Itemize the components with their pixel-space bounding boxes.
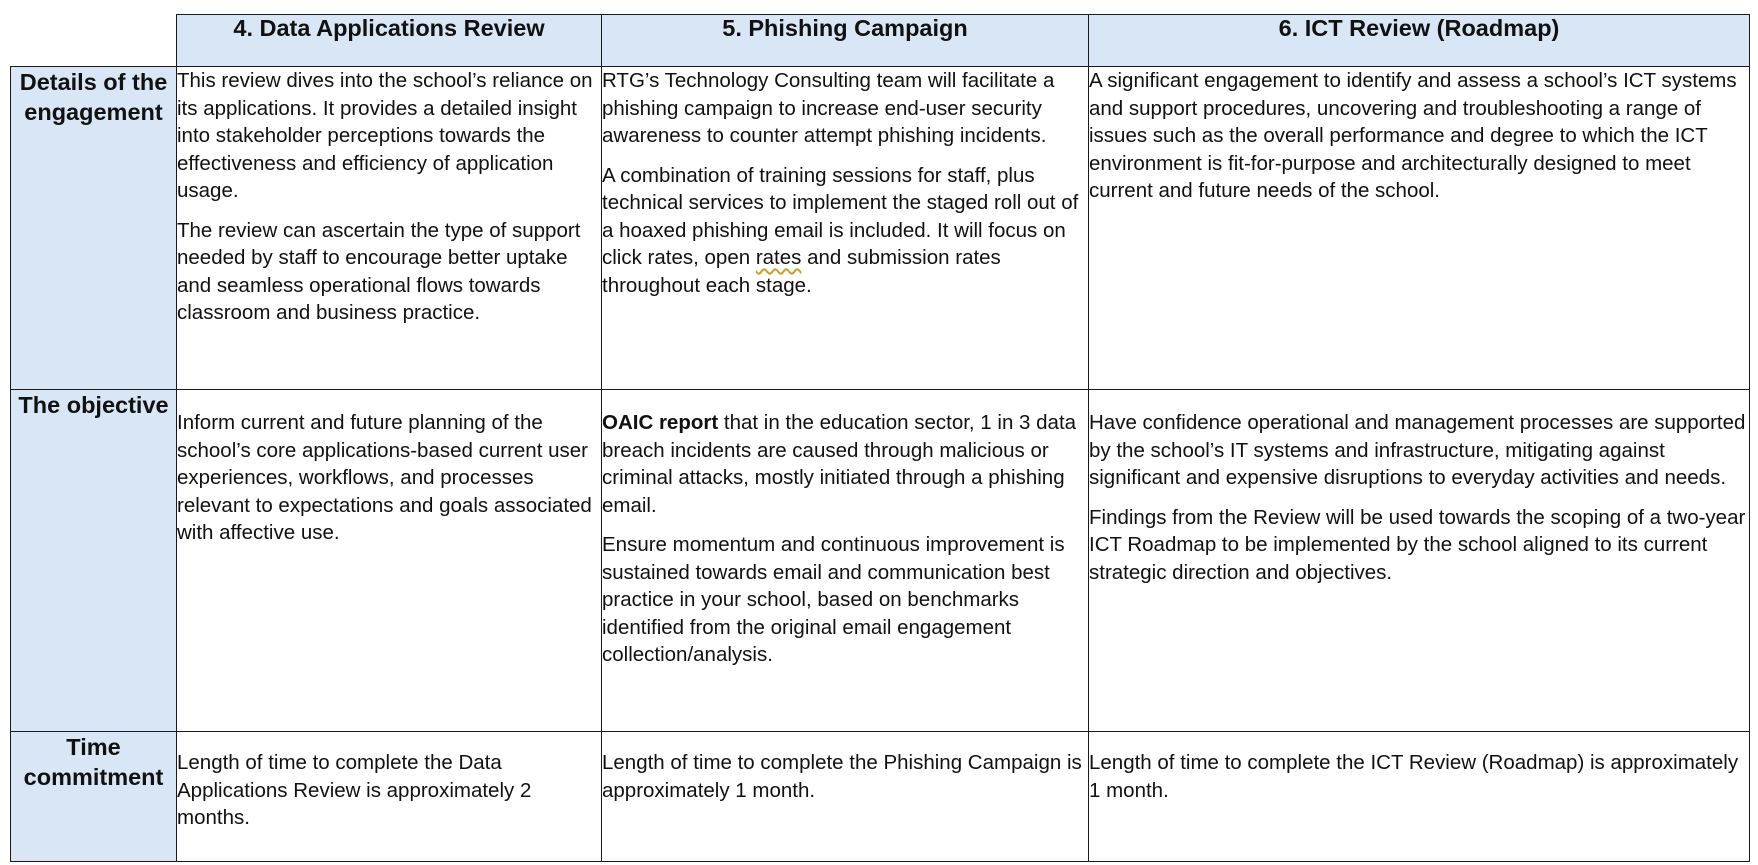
cell-details-data-applications: [177, 67, 602, 390]
row-header-objective-label: The objective: [18, 392, 169, 418]
row-header-time-commitment-label: Time commitment: [23, 734, 164, 790]
cell-objective-ict: [1089, 390, 1750, 732]
row-header-details-label: Details of the engagement: [19, 69, 168, 125]
paragraph: A significant engagement to identify and assess a school’s ICT systems and support procedures, uncovering and troubleshooting a range of issues such as the overall performance and degree to which the ICT environment is fit-for-purpose and architecturally designed to meet current and future needs of the school.: [1089, 69, 1737, 202]
column-header-ict-review: 6. ICT Review (Roadmap): [1089, 15, 1750, 67]
column-header-phishing-campaign: 5. Phishing Campaign: [602, 15, 1089, 67]
header-row: [11, 15, 1750, 67]
cell-objective-data-applications: [177, 390, 602, 732]
paragraph: This review dives into the school’s reliance on its applications. It provides a detailed insight into stakeholder perceptions towards the effectiveness and efficiency of application usage.: [177, 69, 593, 202]
table-row-time-commitment: [11, 732, 1750, 862]
text-run: and submission rates throughout each stage.: [602, 246, 1001, 297]
cell-details-phishing: [602, 67, 1089, 390]
cell-objective-phishing: [602, 390, 1089, 732]
paragraph: Length of time to complete the Phishing Campaign is approximately 1 month.: [602, 751, 1082, 802]
table-row-details: [11, 67, 1750, 390]
paragraph: Length of time to complete the ICT Review (Roadmap) is approximately 1 month.: [1089, 751, 1739, 802]
paragraph: Findings from the Review will be used towards the scoping of a two-year ICT Roadmap to be implemented by the school aligned to its current strategic direction and objectives.: [1089, 505, 1746, 584]
table-row-objective: [11, 390, 1750, 732]
paragraph: RTG’s Technology Consulting team will facilitate a phishing campaign to increase end-user security awareness to counter attempt phishing incidents.: [602, 69, 1055, 147]
paragraph: [602, 162, 1088, 300]
row-header-details: [11, 67, 177, 390]
paragraph: Length of time to complete the Data Applications Review is approximately 2 months.: [177, 751, 532, 829]
text-run: that in the education sector, 1 in 3 data breach incidents are caused through malicious or criminal attacks, mostly initiated through a phishing email.: [602, 411, 1077, 517]
paragraph: [602, 409, 1088, 519]
row-header-objective: [11, 390, 177, 732]
cell-details-ict: [1089, 67, 1750, 390]
services-comparison-table: [10, 14, 1750, 862]
paragraph: Have confidence operational and management processes are supported by the school’s IT systems and infrastructure, mitigating against significant and expensive disruptions to everyday activities and needs.: [1089, 411, 1746, 489]
cell-time-phishing: [602, 732, 1089, 862]
corner-cell: [11, 15, 177, 67]
paragraph: Ensure momentum and continuous improvement is sustained towards email and communication best practice in your school, based on benchmarks identified from the original email engagement collection/analysis.: [602, 533, 1065, 666]
paragraph: The review can ascertain the type of support needed by staff to encourage better uptake and seamless operational flows towards classroom and business practice.: [177, 218, 581, 324]
row-header-time-commitment: [11, 732, 177, 862]
cell-time-ict: [1089, 732, 1750, 862]
cell-time-data-applications: [177, 732, 602, 862]
paragraph: Inform current and future planning of the school’s core applications-based current user experiences, workflows, and processes relevant to expectations and goals associated with affective use.: [177, 411, 592, 544]
column-header-data-applications-review: 4. Data Applications Review: [177, 15, 602, 67]
spellcheck-flagged-word: rates: [755, 246, 802, 269]
text-run: A combination of training sessions for staff, plus technical services to implement the staged roll out of a hoaxed phishing email is included. It will focus on click rates, open: [602, 163, 1079, 269]
bold-text-run: OAIC report: [602, 411, 719, 434]
